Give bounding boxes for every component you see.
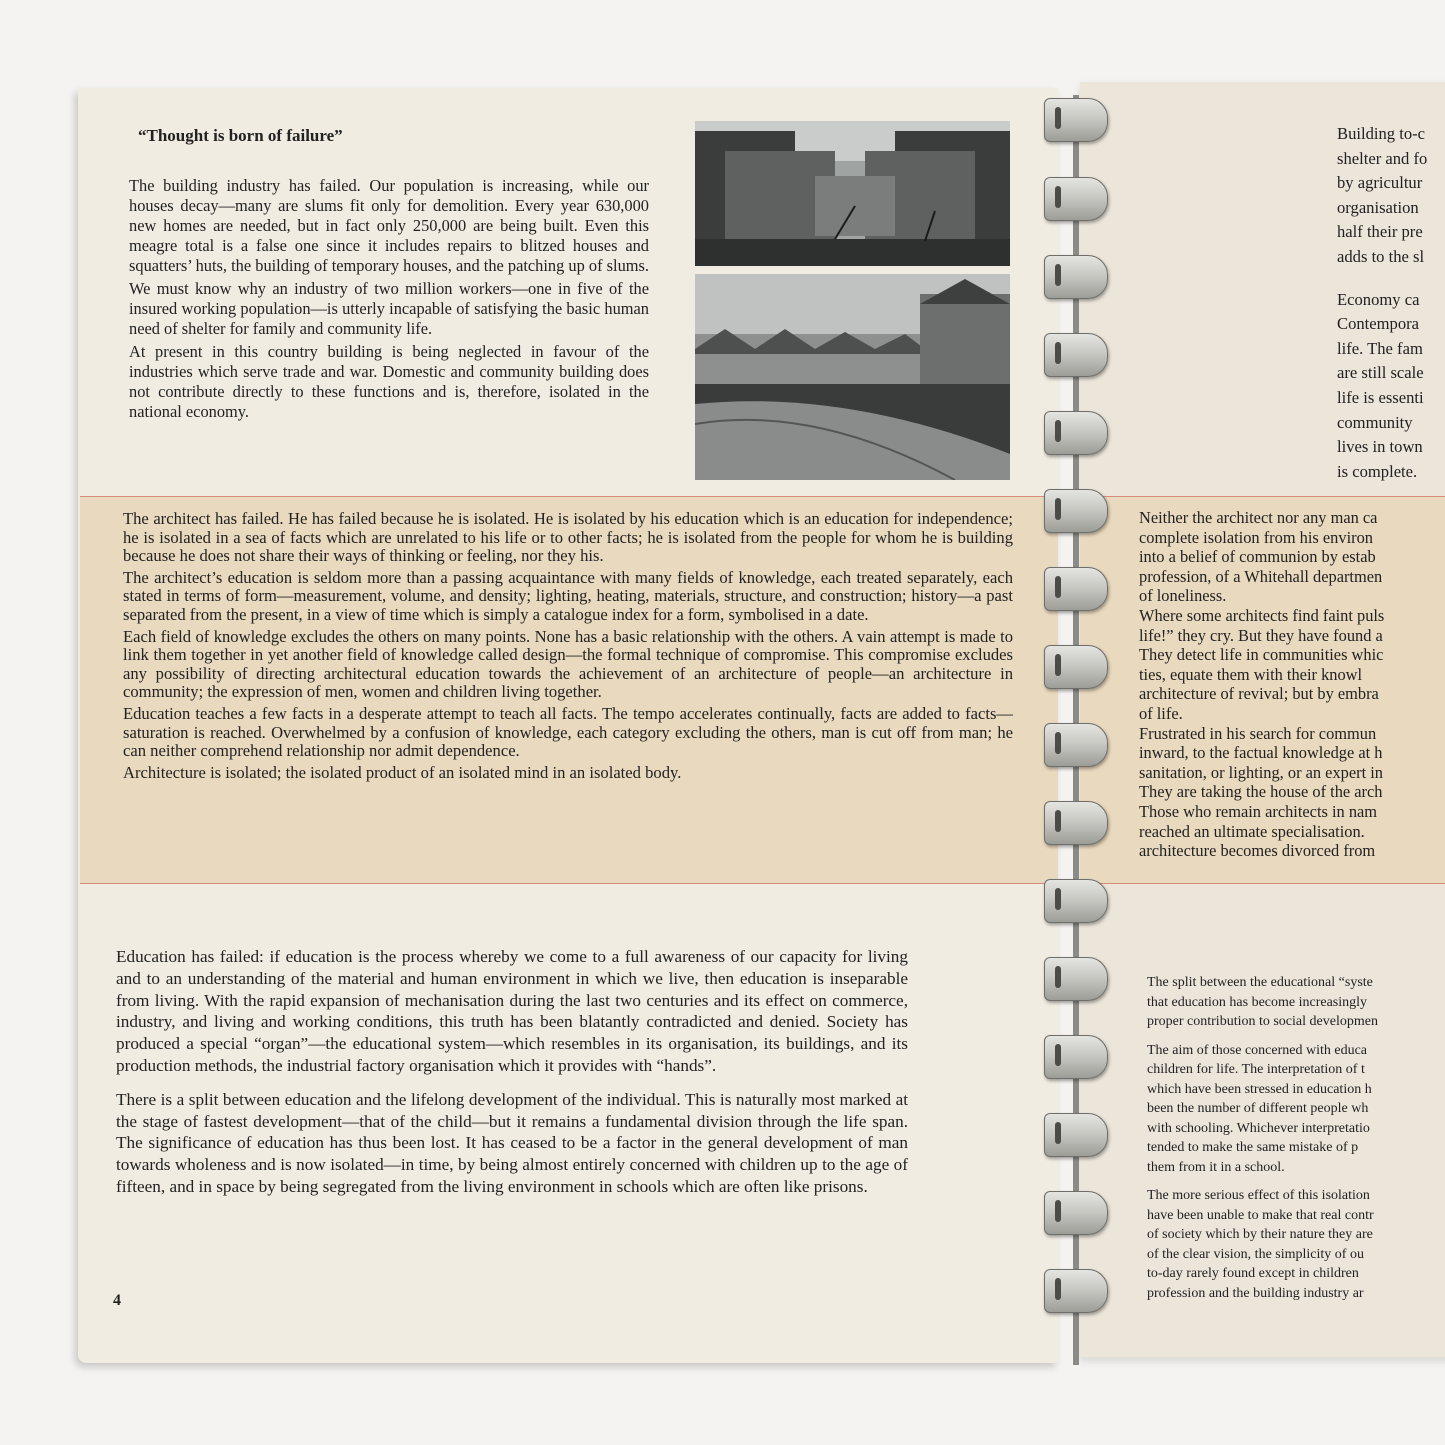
text-line: profession and the building industry ar (1147, 1285, 1364, 1301)
text-line: are still scale (1337, 363, 1424, 383)
text-line: They are taking the house of the arch (1139, 782, 1383, 802)
paragraph: The architect’s education is seldom more than a passing acquaintance with many fields of knowledge, each treated separately, each stated in terms of form—measurement, volume, and density; lighting, heating, materials, structure, and construction; history—a past separated from the present, in a view of time which is simply a catalogue index for a form, symbolised in a date. (123, 567, 1013, 624)
binding-ring (1044, 567, 1108, 611)
divider-bottom-right (1080, 883, 1445, 884)
right-bottom-text (1147, 973, 1445, 1303)
text-line (1147, 1177, 1445, 1186)
text-line: been the number of different people wh (1147, 1101, 1369, 1116)
text-line: have been unable to make that real contr (1147, 1207, 1374, 1223)
paragraph: We must know why an industry of two million workers—one in five of the insured working population—is utterly incapable of satisfying the basic human need of shelter for family and community life. (129, 279, 649, 338)
divider-top-left (80, 496, 1058, 497)
binding-ring (1044, 645, 1108, 689)
text-line: of life. (1139, 703, 1183, 723)
binding-ring (1044, 411, 1108, 455)
text-line: inward, to the factual knowledge at h (1139, 743, 1383, 763)
binding-ring (1044, 879, 1108, 923)
text-line: sanitation, or lighting, or an expert in (1139, 762, 1383, 782)
binding-ring (1044, 1191, 1108, 1235)
text-line: adds to the sl (1337, 246, 1425, 266)
binding-ring (1044, 801, 1108, 845)
text-line: to-day rarely found except in children (1147, 1266, 1359, 1281)
text-line: Contempora (1337, 314, 1420, 334)
text-line: with schooling. Whichever interpretatio (1147, 1120, 1370, 1136)
paragraph: There is a split between education and the lifelong development of the individual. This is naturally most marked at the stage of fastest development—that of the child—but it remains a fundamental division through the life span. The significance of education has thus been lost. It has ceased to be a factor in the general development of man towards wholeness and is now isolated—in time, by being almost entirely concerned with children up to the age of fifteen, and in space by being segregated from the living environment in schools which are often like prisons. (116, 1089, 908, 1196)
binding-ring (1044, 723, 1108, 767)
text-line: The more serious effect of this isolation (1147, 1188, 1370, 1203)
text-line: Building to-c (1337, 124, 1426, 143)
text-line: They detect life in communities whic (1139, 645, 1384, 665)
text-line: into a belief of communion by estab (1139, 547, 1376, 567)
page-heading: “Thought is born of failure” (138, 126, 343, 145)
divider-top-right (1080, 496, 1445, 497)
right-middle-text (1139, 508, 1445, 861)
text-line: of loneliness. (1139, 586, 1227, 606)
text-line: life. The fam (1337, 338, 1423, 358)
courtyard-flats-image (695, 121, 1010, 266)
text-line: is complete. (1337, 461, 1418, 481)
text-line: tended to make the same mistake of p (1147, 1140, 1359, 1155)
text-line: organisation (1337, 197, 1419, 217)
paragraph: At present in this country building is being neglected in favour of the industries which serve trade and war. Domestic and community building does not contribute directly to these functions and is, therefore, isolated in the national economy. (129, 342, 649, 421)
text-line: by agricultur (1337, 173, 1423, 193)
text-line: Frustrated in his search for commun (1139, 723, 1377, 743)
text-line: of society which by their nature they are (1147, 1227, 1373, 1242)
text-line: ties, equate them with their knowl (1139, 664, 1363, 684)
text-line: Where some architects find faint puls (1139, 605, 1385, 625)
text-line: them from it in a school. (1147, 1159, 1285, 1175)
text-line: The aim of those concerned with educa (1147, 1042, 1368, 1058)
middle-text-block (123, 510, 1013, 785)
paragraph: Architecture is isolated; the isolated product of an isolated mind in an isolated body. (123, 762, 682, 782)
text-line: Those who remain architects in nam (1139, 801, 1378, 821)
text-line: of the clear vision, the simplicity of ou (1147, 1246, 1364, 1262)
binding-ring (1044, 333, 1108, 377)
text-line: half their pre (1337, 222, 1423, 242)
text-line: reached an ultimate specialisation. (1139, 821, 1365, 841)
binding-ring (1044, 1035, 1108, 1079)
text-line: architecture becomes divorced from (1139, 841, 1376, 861)
right-top-text (1337, 122, 1445, 484)
text-line: community (1337, 412, 1413, 432)
text-line: shelter and fo (1337, 148, 1428, 168)
top-text-block (129, 176, 649, 425)
text-line: architecture of revival; but by embra (1139, 684, 1379, 704)
binding-ring (1044, 177, 1108, 221)
bottom-text-block (116, 946, 908, 1201)
text-line: that education has become increasingly (1147, 994, 1368, 1010)
text-line: Neither the architect nor any man ca (1139, 508, 1378, 527)
divider-bottom-left (80, 883, 1058, 884)
paragraph: Education teaches a few facts in a desperate attempt to teach all facts. The tempo accelerates continually, facts are added to facts—saturation is reached. Overwhelmed by a confusion of knowledge, each category excluding the others, man is cut off from man; he can neither comprehend relationship nor admit dependence. (123, 703, 1013, 761)
text-line: proper contribution to social developmen (1147, 1014, 1378, 1029)
text-line: Economy ca (1337, 289, 1420, 309)
text-line: The split between the educational “syste (1147, 975, 1373, 990)
photo-suburban-street (695, 274, 1010, 480)
binding-ring (1044, 957, 1108, 1001)
page-number: 4 (113, 1292, 121, 1309)
text-line: lives in town (1337, 437, 1423, 457)
text-line: children for life. The interpretation of t (1147, 1062, 1365, 1077)
paragraph: The building industry has failed. Our population is increasing, while our houses decay—many are slums fit only for demolition. Every year 630,000 new homes are needed, but in fact only 250,000 are being built. Even this meagre total is a false one since it includes repairs to blitzed houses and squatters’ huts, the building of temporary houses, and the patching up of slums. (129, 176, 650, 275)
text-line: which have been stressed in education h (1147, 1081, 1372, 1097)
binding-ring (1044, 98, 1108, 142)
paragraph: Education has failed: if education is the process whereby we come to a full awareness of our capacity for living and to an understanding of the material and human environment in which we live, then education is inseparable from living. With the rapid expansion of mechanisation during the last two centuries and its effect on commerce, industry, and living and working conditions, this truth has been blatantly contradicted and denied. Society has produced a special “organ”—the educational system—which resembles in its organisation, its buildings, and its production methods, the industrial factory organisation which it provides with “hands”. (116, 947, 908, 1075)
text-line (1147, 1032, 1445, 1041)
text-line: profession, of a Whitehall departmen (1139, 566, 1383, 586)
text-line: life is essenti (1337, 387, 1424, 407)
binding-ring (1044, 255, 1108, 299)
text-line: complete isolation from his environ (1139, 527, 1373, 547)
paragraph: The architect has failed. He has failed because he is isolated. He is isolated by his education which is an education for independence; he is isolated in a sea of facts which are unrelated to his life or to other facts; he is isolated from the people for whom he is building because he does not share their ways of thinking or feeling, nor they his. (123, 509, 1013, 566)
text-line: life!” they cry. But they have found a (1139, 625, 1383, 645)
binding-ring (1044, 1113, 1108, 1157)
binding-ring (1044, 489, 1108, 533)
paragraph: Each field of knowledge excludes the others on many points. None has a basic relationship with the others. A vain attempt is made to link them together in yet another field of knowledge called design—the formal technique of compromise. This compromise excludes any possibility of directing architectural education towards the achievement of an architecture of people—an architecture in community; the expression of men, women and children living together. (123, 626, 1013, 702)
suburban-street-image (695, 274, 1010, 480)
binding-ring (1044, 1269, 1108, 1313)
photo-courtyard-flats (695, 121, 1010, 266)
text-line (1337, 270, 1445, 288)
